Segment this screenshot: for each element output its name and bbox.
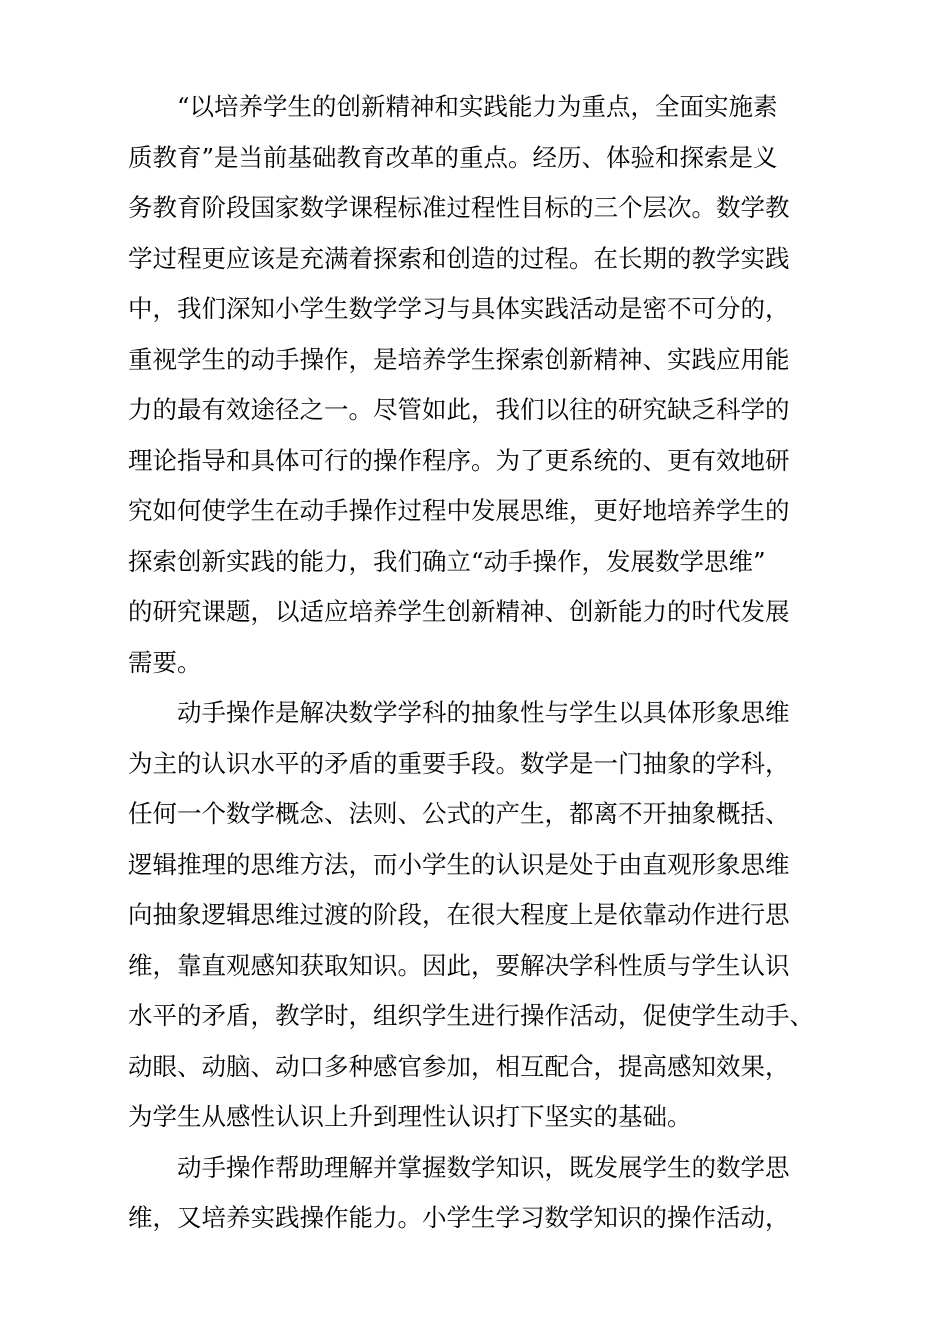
paragraph-line: 任何一个数学概念、法则、公式的产生，都离不开抽象概括、 [128,799,790,828]
paragraph-line: “以培养学生的创新精神和实践能力为重点，全面实施素 [177,92,778,121]
paragraph-line: 中，我们深知小学生数学学习与具体实践活动是密不可分的， [128,294,790,323]
paragraph-line: 为学生从感性认识上升到理性认识打下坚实的基础。 [128,1102,692,1131]
paragraph-line: 维，靠直观感知获取知识。因此，要解决学科性质与学生认识 [128,950,790,980]
paragraph-line: 务教育阶段国家数学课程标准过程性目标的三个层次。数学教 [128,193,790,222]
paragraph-line: 质教育”是当前基础教育改革的重点。经历、体验和探索是义 [128,142,778,172]
paragraph-line: 需要。 [128,647,202,677]
paragraph-line: 的研究课题，以适应培养学生创新精神、创新能力的时代发展 [128,597,790,626]
paragraph-line: 动手操作是解决数学学科的抽象性与学生以具体形象思维 [177,698,790,727]
document-body [128,82,818,1244]
paragraph-3 [128,1143,818,1244]
paragraph-line: 动眼、动脑、动口多种感官参加，相互配合，提高感知效果， [128,1051,790,1081]
paragraph-line: 力的最有效途径之一。尽管如此，我们以往的研究缺乏科学的 [128,395,790,424]
paragraph-line: 理论指导和具体可行的操作程序。为了更系统的、更有效地研 [128,445,790,475]
paragraph-line: 维，又培养实践操作能力。小学生学习数学知识的操作活动， [128,1203,790,1232]
paragraph-line: 逻辑推理的思维方法，而小学生的认识是处于由直观形象思维 [128,849,790,879]
paragraph-line: 动手操作帮助理解并掌握数学知识，既发展学生的数学思 [177,1152,790,1182]
paragraph-line: 究如何使学生在动手操作过程中发展思维，更好地培养学生的 [128,496,790,525]
paragraph-2 [128,688,818,1143]
paragraph-1 [128,82,818,688]
paragraph-line: 向抽象逻辑思维过渡的阶段，在很大程度上是依靠动作进行思 [128,900,790,929]
paragraph-line: 探索创新实践的能力，我们确立“动手操作，发展数学思维” [128,546,766,576]
paragraph-line: 学过程更应该是充满着探索和创造的过程。在长期的教学实践 [128,243,790,273]
paragraph-line: 为主的认识水平的矛盾的重要手段。数学是一门抽象的学科， [128,748,790,778]
paragraph-line: 水平的矛盾，教学时，组织学生进行操作活动，促使学生动手、 [128,1001,814,1030]
paragraph-line: 重视学生的动手操作，是培养学生探索创新精神、实践应用能 [128,344,790,374]
